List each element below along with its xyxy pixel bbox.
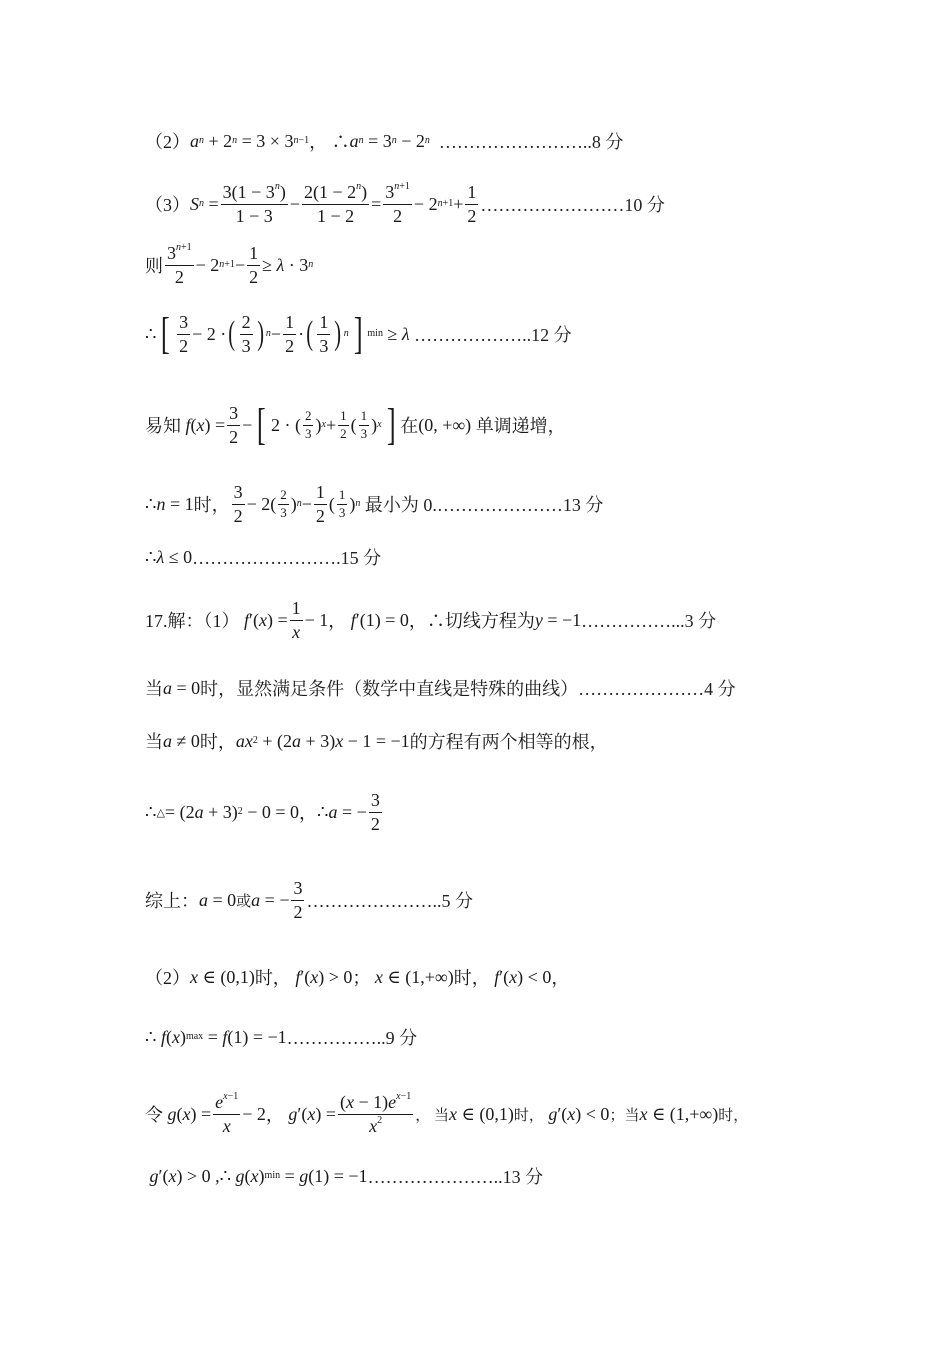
part-label: （2）: [145, 132, 190, 152]
line-mid: ；当: [609, 1107, 640, 1124]
line-mid: 时，: [199, 732, 236, 752]
line-prefix: 令: [145, 1105, 163, 1126]
line-prefix: 当: [145, 732, 163, 752]
line-suffix: 的方程有两个相等的根，: [409, 732, 608, 752]
solution-line-define-g: 令 g ( x ) = $\frac{e^{x-1}}{x}$ − 2 ， g ′( x ) = $\frac{(x - 1)e^{x-1}}{x^2}$ ， 当 x ∈ (0,1) 时， g ′( x ) < 0 ；当 x ∈ (1,+∞) 时，: [145, 1091, 749, 1136]
solution-line-inequality: 则 $\frac{3^{n+1}}{2}$ − 2 n+1 − $\frac{1}{2}$ ≥ λ · 3 n: [145, 242, 314, 287]
line-prefix: 则: [145, 256, 163, 277]
solution-line-min-bound: ∴ [ $\frac{3}{2}$ − 2 · ( $\frac{2}{3}$ ) n − $\frac{1}{2}$ · ( $\frac{1}{3}$ ) n ] min ≥ λ ………………..12 分: [145, 309, 572, 359]
line-mid: 在: [400, 416, 419, 437]
solution-line-gmin: g ′( x ) > 0 ,∴ g ( x ) min = g (1) = −1 …………………..13 分: [145, 1163, 543, 1189]
part-label: （2）: [145, 968, 190, 988]
score-marker: …………………4 分: [578, 679, 736, 699]
solution-line-part2: （2） a n + 2 n = 3 × 3 n−1 ， ∴ a n = 3 n − 2 n ……………………..8 分: [145, 128, 623, 154]
solution-line-part3: （3） S n = $\frac{3(1 - 3^n)}{1 - 3}$ − $\frac{2(1 - 2^n)}{1 - 2}$ = $\frac{3^{n+1}}{2}$ − 2 n+1 + $\frac{1}{2}$ ……………………10 分: [145, 181, 665, 226]
score-marker: ……………..9 分: [286, 1028, 418, 1048]
line-mid: ， 当: [415, 1107, 450, 1124]
line-suffix: 单调递增，: [475, 416, 566, 437]
separator: ；: [352, 968, 371, 988]
score-marker: …………………..13 分: [367, 1167, 544, 1187]
line-mid: 时，显然满足条件（数学中直线是特殊的曲线）: [200, 679, 579, 699]
separator: ，: [299, 803, 318, 824]
score-marker: ……………………..8 分: [438, 132, 624, 152]
line-prefix: 综上：: [145, 891, 199, 912]
score-marker: …………………..5 分: [306, 891, 473, 912]
solution-line-problem17-part2: （2） x ∈ (0,1) 时， f ′( x ) > 0 ； x ∈ (1,+∞) 时， f ′( x ) < 0 ，: [145, 964, 569, 990]
line-prefix: 易知: [145, 416, 181, 437]
score-marker: ………………..12 分: [414, 325, 572, 346]
line-mid: 时，: [254, 968, 291, 988]
score-marker: ……………………10 分: [480, 195, 665, 216]
separator: ，: [328, 611, 347, 632]
solution-line-discriminant: ∴ △ = (2 a + 3) 2 − 0 = 0 ， ∴ a = − $\frac{3}{2}$: [145, 790, 380, 834]
score-marker: ……………...3 分: [581, 611, 717, 632]
separator: ，: [265, 1105, 284, 1126]
line-prefix: 当: [145, 679, 163, 699]
solution-line-conclusion: ∴ λ ≤ 0 …………………….15 分: [145, 544, 381, 570]
line-mid: ，∴切线方程为: [408, 611, 535, 632]
line-suffix: 时，: [718, 1107, 749, 1124]
solution-line-problem17-part1: 17.解：（1） f ′( x ) = $\frac{1}{x}$ − 1 ， f ′(1) = 0 ，∴切线方程为 y = −1 ……………...3 分: [145, 598, 717, 642]
part-label: （3）: [145, 195, 190, 216]
line-mid: 时，: [453, 968, 490, 988]
line-mid: 时，: [513, 1107, 544, 1124]
solution-line-fmax: ∴ f ( x ) max = f (1) = −1 ……………..9 分: [145, 1024, 417, 1050]
solution-line-min-value: ∴ n = 1 时， $\frac{3}{2}$ − 2( $\frac{2}{3}$ ) n − $\frac{1}{2}$ ( $\frac{1}{3}$ ) n 最小为 0.…………………13 分: [145, 482, 604, 526]
solution-line-case-a-nonzero: 当 a ≠ 0 时， ax 2 + (2 a + 3) x − 1 = −1 的方程有两个相等的根，: [145, 728, 608, 754]
separator: ，: [551, 968, 570, 988]
line-mid: 或: [236, 893, 252, 910]
solution-line-case-a-zero: 当 a = 0 时，显然满足条件（数学中直线是特殊的曲线） …………………4 分: [145, 675, 736, 701]
solution-line-summary: 综上： a = 0 或 a = − $\frac{3}{2}$ …………………..5 分: [145, 878, 473, 922]
score-marker: 最小为 0.…………………13 分: [364, 495, 604, 516]
problem-label: 17.解：（1）: [145, 611, 240, 632]
line-mid: 时，: [193, 495, 230, 516]
score-marker: …………………….15 分: [192, 548, 382, 568]
solution-line-monotonic: 易知 f ( x ) = $\frac{3}{2}$ − [ 2 · ( $\frac{2}{3}$ ) x + $\frac{1}{2}$ ( $\frac{1}{3}$ ) x ] 在 (0, +∞) 单调递增，: [145, 400, 566, 450]
